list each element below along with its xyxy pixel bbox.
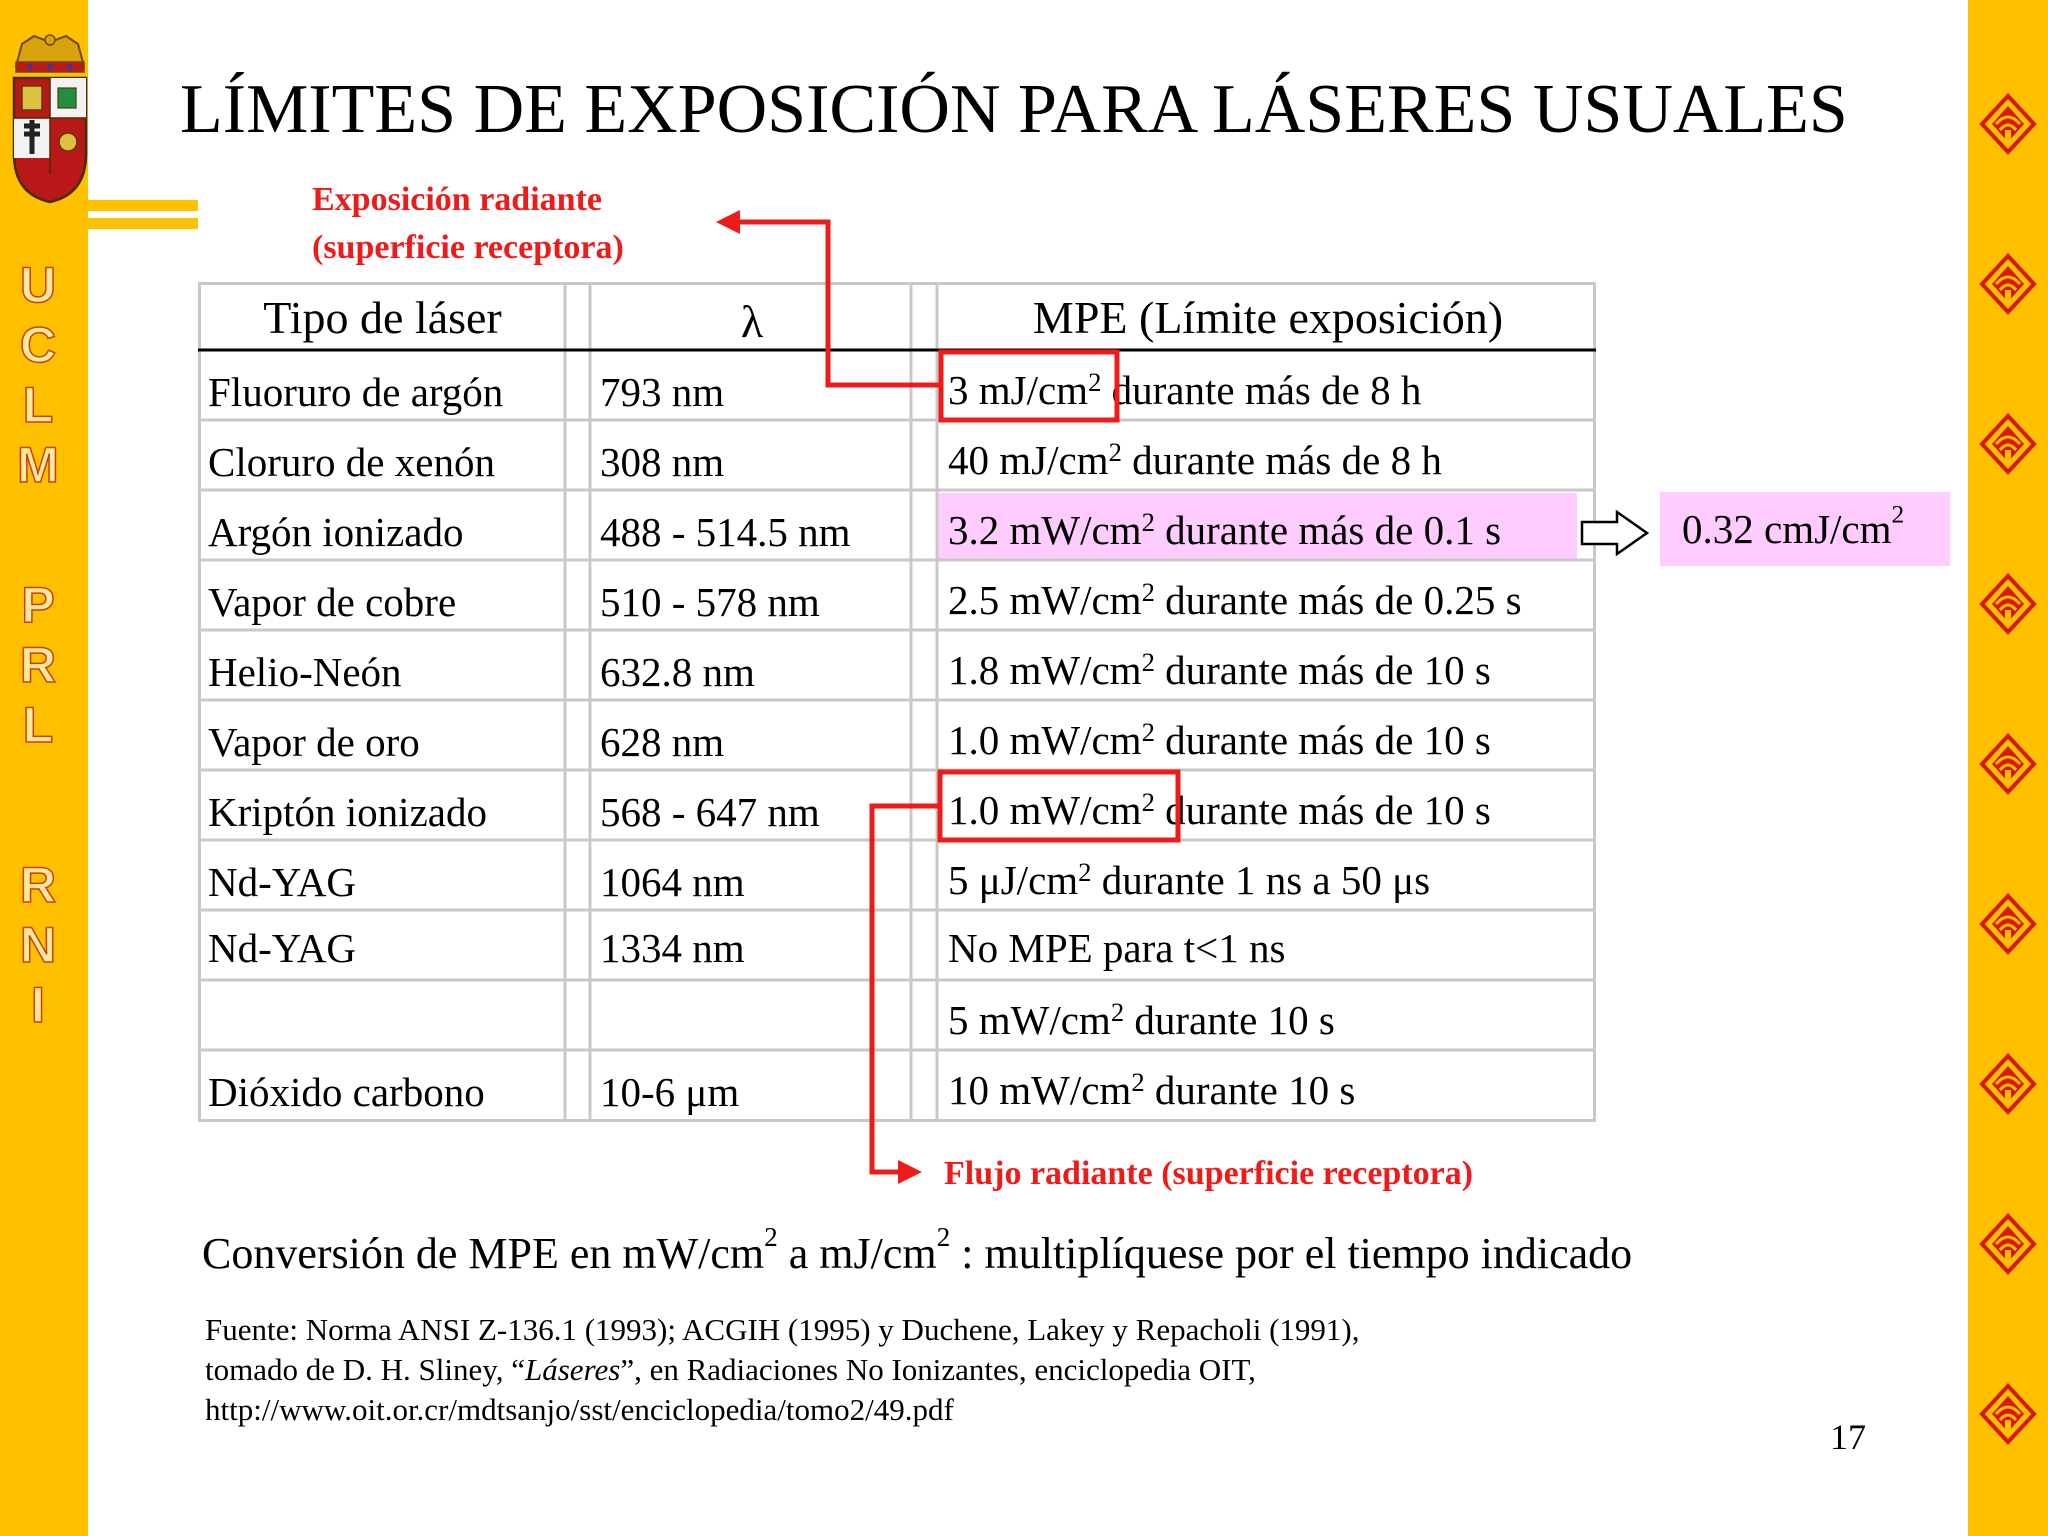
mpe-condition: durante más de 8 h [1111, 367, 1422, 413]
left-sidebar [0, 0, 88, 1536]
cell-type: Nd-YAG [208, 925, 357, 971]
source-citation [205, 1310, 1360, 1430]
cell-mpe [948, 576, 1522, 624]
mpe-condition: durante 10 s [1154, 1067, 1356, 1113]
header-mpe: MPE (Límite exposición) [1032, 292, 1504, 343]
side-letter: L [22, 377, 54, 433]
mpe-condition: durante más de 10 s [1165, 717, 1491, 763]
superscript: 2 [1088, 366, 1102, 397]
cell-type: Helio-Neón [208, 649, 402, 695]
uclm-logo-icon [1978, 572, 2038, 636]
superscript: 2 [1078, 856, 1092, 887]
callout-radiant-exposure [312, 176, 624, 272]
page-number: 17 [1830, 1417, 1866, 1457]
superscript: 2 [764, 1222, 778, 1253]
mpe-condition: durante más de 0.1 s [1165, 507, 1502, 553]
uclm-logo-icon [1978, 412, 2038, 476]
coat-of-arms-logo [0, 34, 100, 204]
cell-wavelength: 510 - 578 nm [600, 579, 820, 625]
mpe-condition: durante más de 8 h [1132, 437, 1442, 483]
cell-wavelength: 10-6 μm [600, 1069, 740, 1115]
callout-radiant-flux: Flujo radiante (superficie receptora) [944, 1155, 1474, 1192]
callout-line: (superficie receptora) [312, 229, 624, 266]
uclm-logo-icon [1978, 92, 2038, 156]
cell-wavelength: 488 - 514.5 nm [600, 509, 851, 555]
cell-type: Argón ionizado [208, 509, 464, 555]
mpe-value: 1.0 mW/cm [948, 787, 1142, 833]
mpe-condition: durante más de 10 s [1165, 647, 1491, 693]
cell-type: Vapor de oro [208, 719, 420, 765]
side-letter: R [19, 857, 57, 913]
arrowhead-radiant-exposure [716, 210, 740, 234]
cell-mpe [948, 1066, 1355, 1114]
uclm-logo-icon [1978, 1052, 2038, 1116]
mpe-value: 5 mW/cm [948, 997, 1111, 1043]
conversion-note-part: Conversión de MPE en mW/cm [202, 1229, 765, 1278]
uclm-logo-icon [1978, 892, 2038, 956]
mpe-condition: durante 10 s [1134, 997, 1335, 1043]
header-laser-type: Tipo de láser [263, 292, 502, 343]
cell-type: Dióxido carbono [208, 1069, 485, 1115]
mpe-condition: durante más de 10 s [1165, 787, 1491, 833]
mpe-value: 1.8 mW/cm [948, 647, 1142, 693]
cell-mpe [948, 646, 1491, 694]
converted-result-value: 0.32 cmJ/cm [1682, 506, 1892, 552]
mpe-condition: durante más de 0.25 s [1165, 577, 1522, 623]
converted-result [1682, 500, 1905, 554]
source-line: Fuente: Norma ANSI Z-136.1 (1993); ACGIH (1995) y Duchene, Lakey y Repacholi (1991), [205, 1312, 1360, 1347]
uclm-logo-icon [1978, 732, 2038, 796]
uclm-logo-icon [1978, 1382, 2038, 1446]
cell-wavelength: 568 - 647 nm [600, 789, 820, 835]
cell-wavelength: 632.8 nm [600, 649, 755, 695]
superscript: 2 [1141, 786, 1155, 817]
source-text: tomado de D. H. Sliney, “ [205, 1352, 525, 1387]
superscript: 2 [936, 1222, 951, 1253]
superscript: 2 [1141, 576, 1155, 607]
mpe-value: 5 μJ/cm [948, 857, 1079, 903]
mpe-value: 40 mJ/cm [948, 437, 1109, 483]
decorative-line [88, 200, 198, 211]
source-url[interactable]: http://www.oit.or.cr/mdtsanjo/sst/enciclopedia/tomo2/49.pdf [205, 1392, 954, 1427]
side-letter: P [21, 577, 55, 633]
cell-mpe [948, 436, 1442, 484]
superscript: 2 [1141, 716, 1155, 747]
callout-line: Exposición radiante [312, 181, 602, 218]
source-italic: Láseres [525, 1352, 621, 1387]
mpe-value: 3 mJ/cm [948, 367, 1089, 413]
side-letter: C [19, 317, 57, 373]
cell-mpe [948, 716, 1491, 764]
uclm-logo-icon [1978, 1212, 2038, 1276]
cell-type: Vapor de cobre [208, 579, 457, 625]
cell-type: Kriptón ionizado [208, 789, 487, 835]
cell-mpe [948, 856, 1430, 904]
cell-wavelength: 308 nm [600, 439, 725, 485]
cell-wavelength: 1064 nm [600, 859, 745, 905]
cell-mpe [948, 366, 1421, 414]
cell-wavelength: 793 nm [600, 369, 725, 415]
superscript: 2 [1891, 500, 1905, 529]
page-title: LÍMITES DE EXPOSICIÓN PARA LÁSERES USUALES [180, 71, 1848, 148]
side-letter: M [17, 437, 59, 493]
mpe-value: 10 mW/cm [948, 1067, 1132, 1113]
superscript: 2 [1110, 996, 1125, 1027]
cell-mpe [948, 924, 1285, 972]
arrowhead-radiant-flux [898, 1160, 922, 1184]
source-line [205, 1350, 1360, 1390]
mpe-condition: durante 1 ns a 50 μs [1101, 857, 1431, 903]
superscript: 2 [1131, 1066, 1145, 1097]
conversion-note [202, 1222, 1633, 1282]
side-letter: R [19, 637, 57, 693]
decorative-line [88, 218, 198, 229]
superscript: 2 [1141, 506, 1155, 537]
side-letter: N [19, 917, 57, 973]
cell-mpe [948, 506, 1501, 554]
uclm-logo-icon [1978, 252, 2038, 316]
mpe-value: 1.0 mW/cm [948, 717, 1142, 763]
cell-type: Fluoruro de argón [208, 369, 504, 415]
mpe-value: 3.2 mW/cm [948, 507, 1142, 553]
cell-mpe [948, 786, 1491, 834]
cell-type: Nd-YAG [208, 859, 357, 905]
side-letter: U [19, 257, 57, 313]
conversion-note-part: : multiplíquese por el tiempo indicado [950, 1229, 1633, 1278]
side-letter: I [31, 977, 45, 1033]
cell-type: Cloruro de xenón [208, 439, 495, 485]
superscript: 2 [1141, 646, 1155, 677]
mpe-condition: No MPE para t<1 ns [948, 925, 1286, 971]
cell-wavelength: 628 nm [600, 719, 725, 765]
conversion-note-part: a mJ/cm [777, 1229, 937, 1278]
source-text: ”, en Radiaciones No Ionizantes, enciclopedia OIT, [620, 1352, 1256, 1387]
side-letter: L [22, 697, 54, 753]
mpe-value: 2.5 mW/cm [948, 577, 1142, 623]
cell-mpe [948, 996, 1335, 1044]
cell-wavelength: 1334 nm [600, 925, 745, 971]
header-wavelength: λ [740, 296, 764, 347]
superscript: 2 [1108, 436, 1122, 467]
